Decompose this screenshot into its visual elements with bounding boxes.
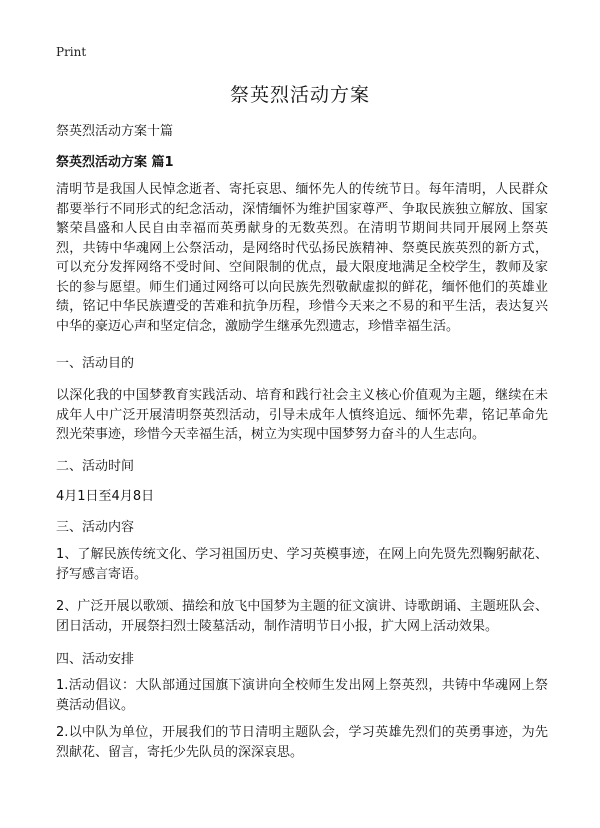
content-heading: 三、活动内容 <box>56 520 135 535</box>
content-item: 2、广泛开展以歌颂、描绘和放飞中国梦为主题的征文演讲、诗歌朗诵、主题班队会、团日活动，开展祭扫烈士陵墓活动，制作清明节日小报，扩大网上活动效果。 <box>56 599 548 634</box>
purpose-paragraph: 以深化我的中国梦教育实践活动、培育和践行社会主义核心价值观为主题，继续在未成年人中广泛开展清明祭英烈活动，引导未成年人慎终追远、缅怀先辈，铭记革命先烈光荣事迹，珍惜今天幸福生活，树立为实现中国梦努力奋斗的人生志向。 <box>56 388 548 442</box>
arrangement-heading: 四、活动安排 <box>56 652 135 667</box>
intro-paragraph: 清明节是我国人民悼念逝者、寄托哀思、缅怀先人的传统节日。每年清明，人民群众都要举行不同形式的纪念活动，深情缅怀为维护国家尊严、争取民族独立解放、国家繁荣昌盛和人民自由幸福而英勇献身的无数英烈。在清明节期间共同开展网上祭英烈，共铸中华魂网上公祭活动，是网络时代弘扬民族精神、祭奠民族英烈的新方式，可以充分发挥网络不受时间、空间限制的优点，最大限度地满足全校学生，教师及家长的参与愿望。师生们通过网络可以向民族先烈敬献虚拟的鲜花，缅怀他们的英雄业绩，铭记中华民族遭受的苦难和抗争历程，珍惜今天来之不易的和平生活，表达复兴中华的豪迈心声和坚定信念，激励学生继承先烈遗志，珍惜幸福生活。 <box>56 182 548 334</box>
arrangement-item: 2.以中队为单位，开展我们的节日清明主题队会，学习英雄先烈们的英勇事迹，为先烈献花、留言，寄托少先队员的深深哀思。 <box>56 725 548 760</box>
time-heading: 二、活动时间 <box>56 459 135 474</box>
page-title: 祭英烈活动方案 <box>229 84 370 106</box>
content-item: 1、了解民族传统文化、学习祖国历史、学习英模事迹，在网上向先贤先烈鞠躬献花、抒写感言寄语。 <box>56 547 548 582</box>
document-subtitle: 祭英烈活动方案十篇 <box>56 124 174 139</box>
print-link[interactable]: Print <box>56 45 87 59</box>
time-paragraph: 4月1日至4月8日 <box>56 489 155 504</box>
arrangement-item: 1.活动倡议：大队部通过国旗下演讲向全校师生发出网上祭英烈，共铸中华魂网上祭奠活动倡议。 <box>56 678 548 713</box>
section-heading: 祭英烈活动方案 篇1 <box>56 155 174 170</box>
purpose-heading: 一、活动目的 <box>56 356 135 371</box>
